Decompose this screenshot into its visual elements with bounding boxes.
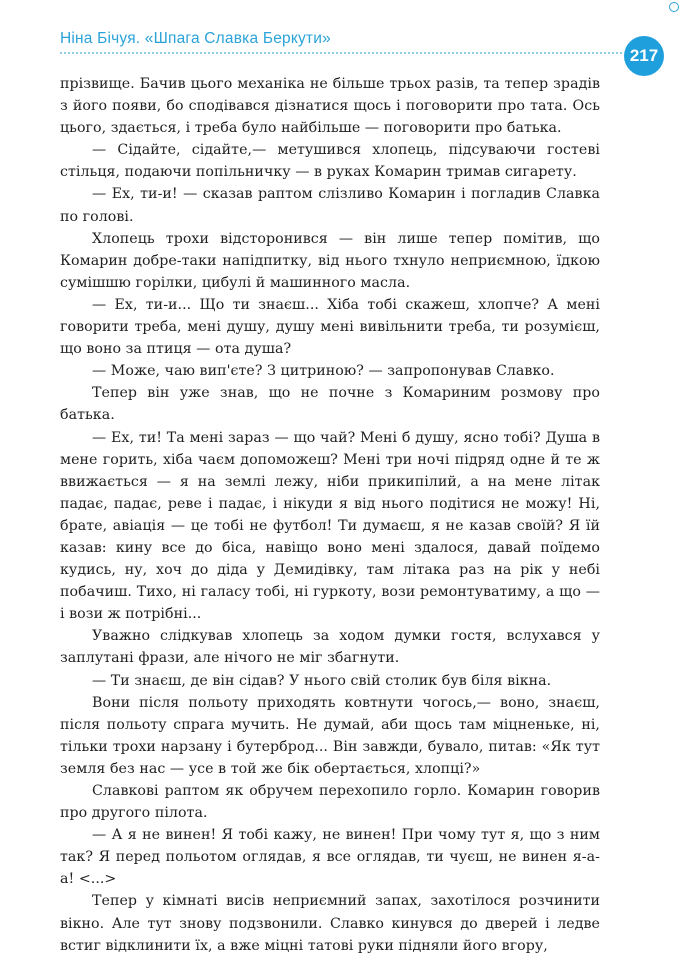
corner-mark	[669, 2, 680, 12]
page-header	[0, 0, 700, 80]
paragraph: Тепер він уже знав, що не почне з Комариним розмову про батька.	[60, 385, 600, 424]
paragraph: — Ти знаєш, де він сідав? У нього свій столик був біля вікна.	[92, 672, 552, 689]
paragraph: Вони після польоту приходять ковтнути чогось,— воно, знаєш, після польоту спрага мучить. Не думай, аби щось там міцненьке, ні, тільки трохи нарзану і бутерброд... Він завжди, бувало, питав: «Як тут земля без нас — усе в той же бік обертається, хлопці?»	[60, 694, 600, 777]
paragraph: Славкові раптом як обручем перехопило горло. Комарин говорив про другого пілота.	[60, 783, 600, 822]
paragraph: — Ех, ти-и... Що ти знаєш... Хіба тобі скажеш, хлопче? А мені говорити треба, мені душу, душу мені вивільнити треба, ти розумієш, що воно за птиця — ота душа?	[60, 296, 600, 358]
paragraph: Тепер у кімнаті висів неприємний запах, захотілося розчинити вікно. Але тут знову подзвонили. Славко кинувся до дверей і ледве встиг відклинити їх, а вже міцні татові руки підняли його вгору,	[60, 893, 600, 954]
running-title: Ніна Бічуя. «Шпага Славка Беркути»	[60, 30, 331, 47]
paragraph: прізвище. Бачив цього механіка не більше трьох разів, та тепер зрадів з його появи, бо сподівався дізнатися щось і поговорити про тата. Ось цього, здається, і треба було найбільше — поговорити про батька.	[60, 76, 600, 137]
body-text	[60, 73, 600, 957]
page-number-badge: 217	[624, 36, 664, 76]
copyright-circle-icon	[669, 2, 679, 12]
paragraph: Хлопець трохи відсторонився — він лише тепер помітив, що Комарин добре-таки напідпитку, від нього тхнуло неприємною, їдкою сумішшю горілки, цибулі й машинного масла.	[60, 230, 600, 291]
paragraph: Уважно слідкував хлопець за ходом думки гостя, вслухався у заплутані фрази, але нічого не міг збагнути.	[60, 628, 600, 667]
paragraph: — А я не винен! Я тобі кажу, не винен! При чому тут я, що з ним так? Я перед польотом оглядав, я все оглядав, ти чуєш, не винен я-а-а! <...>	[60, 827, 600, 888]
header-divider	[60, 52, 622, 54]
paragraph: — Може, чаю вип'єте? З цитриною? — запропонував Славко.	[92, 363, 555, 380]
paragraph: — Ех, ти-и! — сказав раптом слізливо Комарин і погладив Славка по голові.	[60, 186, 600, 225]
paragraph: — Сідайте, сідайте,— метушився хлопець, підсуваючи гостеві стільця, подаючи попільничку — в руках Комарин тримав сигарету.	[60, 142, 600, 181]
paragraph: — Ех, ти! Та мені зараз — що чай? Мені б душу, ясно тобі? Душа в мене горить, хіба чаєм допоможеш? Мені три ночі підряд одне й те ж ввижається — я на землі лежу, ніби прикипілий, а на мене літак падає, падає, реве і падає, і нікуди я від нього подітися не можу! Ні, брате, авіація — це тобі не футбол! Ти думаєш, я не казав своїй? Я їй казав: кину все до біса, навіщо воно мені здалося, давай поїдемо кудись, ну, хоч до діда у Демидівку, там літака раз на рік у небі побачиш. Тихо, ні галасу тобі, ні гуркоту, вози ремонтуватиму, а що — і вози ж потрібні...	[60, 429, 600, 623]
